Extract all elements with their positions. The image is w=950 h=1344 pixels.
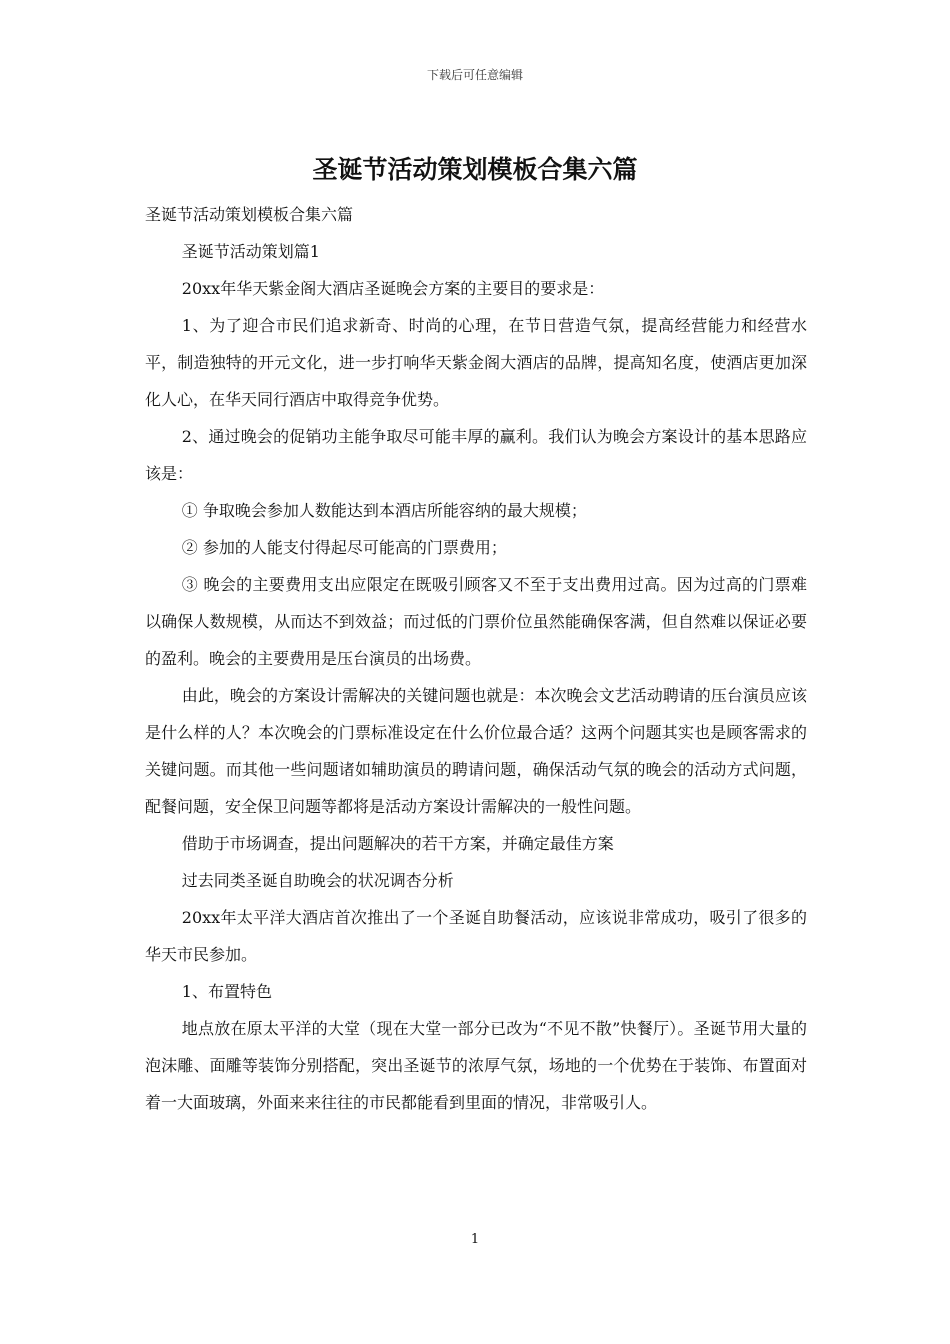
page-number: 1: [470, 1232, 480, 1247]
paragraph: 借助于市场调查，提出问题解决的若干方案，并确定最佳方案: [181, 834, 614, 853]
document-title: 圣诞节活动策划模板合集六篇: [312, 155, 638, 184]
paragraph-section-heading: 1、布置特色: [181, 982, 272, 1001]
list-item: ① 争取晚会参加人数能达到本酒店所能容纳的最大规模；: [181, 501, 587, 520]
paragraph: 过去同类圣诞自助晚会的状况调杏分析: [181, 871, 454, 890]
paragraph: 2、通过晚会的促销功主能争取尽可能丰厚的赢利。我们认为晚会方案设计的基本思路应该是：: [145, 427, 807, 483]
paragraph-subtitle: 圣诞节活动策划模板合集六篇: [145, 205, 354, 224]
paragraph: 由此，晚会的方案设计需解决的关键问题也就是：本次晚会文艺活动聘请的压台演员应该是什么样的人？本次晚会的门票标准设定在什么价位最合适？这两个问题其实也是顾客需求的关键问题。而其他一些问题诸如辅助演员的聘请问题，确保活动气氛的晚会的活动方式问题，配餐问题，安全保卫问题等都将是活动方案设计需解决的一般性问题。: [145, 686, 807, 816]
paragraph: 20xx年华天紫金阁大酒店圣诞晚会方案的主要目的要求是：: [181, 279, 605, 298]
paragraph: 20xx年太平洋大酒店首次推出了一个圣诞自助餐活动，应该说非常成功，吸引了很多的华天市民参加。: [145, 908, 807, 964]
list-item: ② 参加的人能支付得起尽可能高的门票费用；: [181, 538, 507, 557]
paragraph: 地点放在原太平洋的大堂（现在大堂一部分已改为“不见不散”快餐厅）。圣诞节用大量的泡沫雕、面雕等装饰分别搭配，突出圣诞节的浓厚气氛，场地的一个优势在于装饰、布置面对着一大面玻璃，外面来来往往的市民都能看到里面的情况，非常吸引人。: [145, 1019, 807, 1112]
paragraph: 1、为了迎合市民们追求新奇、时尚的心理，在节日营造气氛，提高经营能力和经营水平，制造独特的开元文化，进一步打响华天紫金阁大酒店的品牌，提高知名度，使酒店更加深化人心，在华天同行酒店中取得竞争优势。: [145, 316, 807, 409]
header-note: 下载后可任意编辑: [426, 68, 523, 82]
list-item: ③ 晚会的主要费用支出应限定在既吸引顾客又不至于支出费用过高。因为过高的门票难以确保人数规模，从而达不到效益；而过低的门票价位虽然能确保客满，但自然难以保证必要的盈利。晚会的主要费用是压台演员的出场费。: [145, 575, 807, 668]
paragraph-section-heading: 圣诞节活动策划篇1: [181, 242, 320, 261]
document-body: [145, 196, 807, 1121]
